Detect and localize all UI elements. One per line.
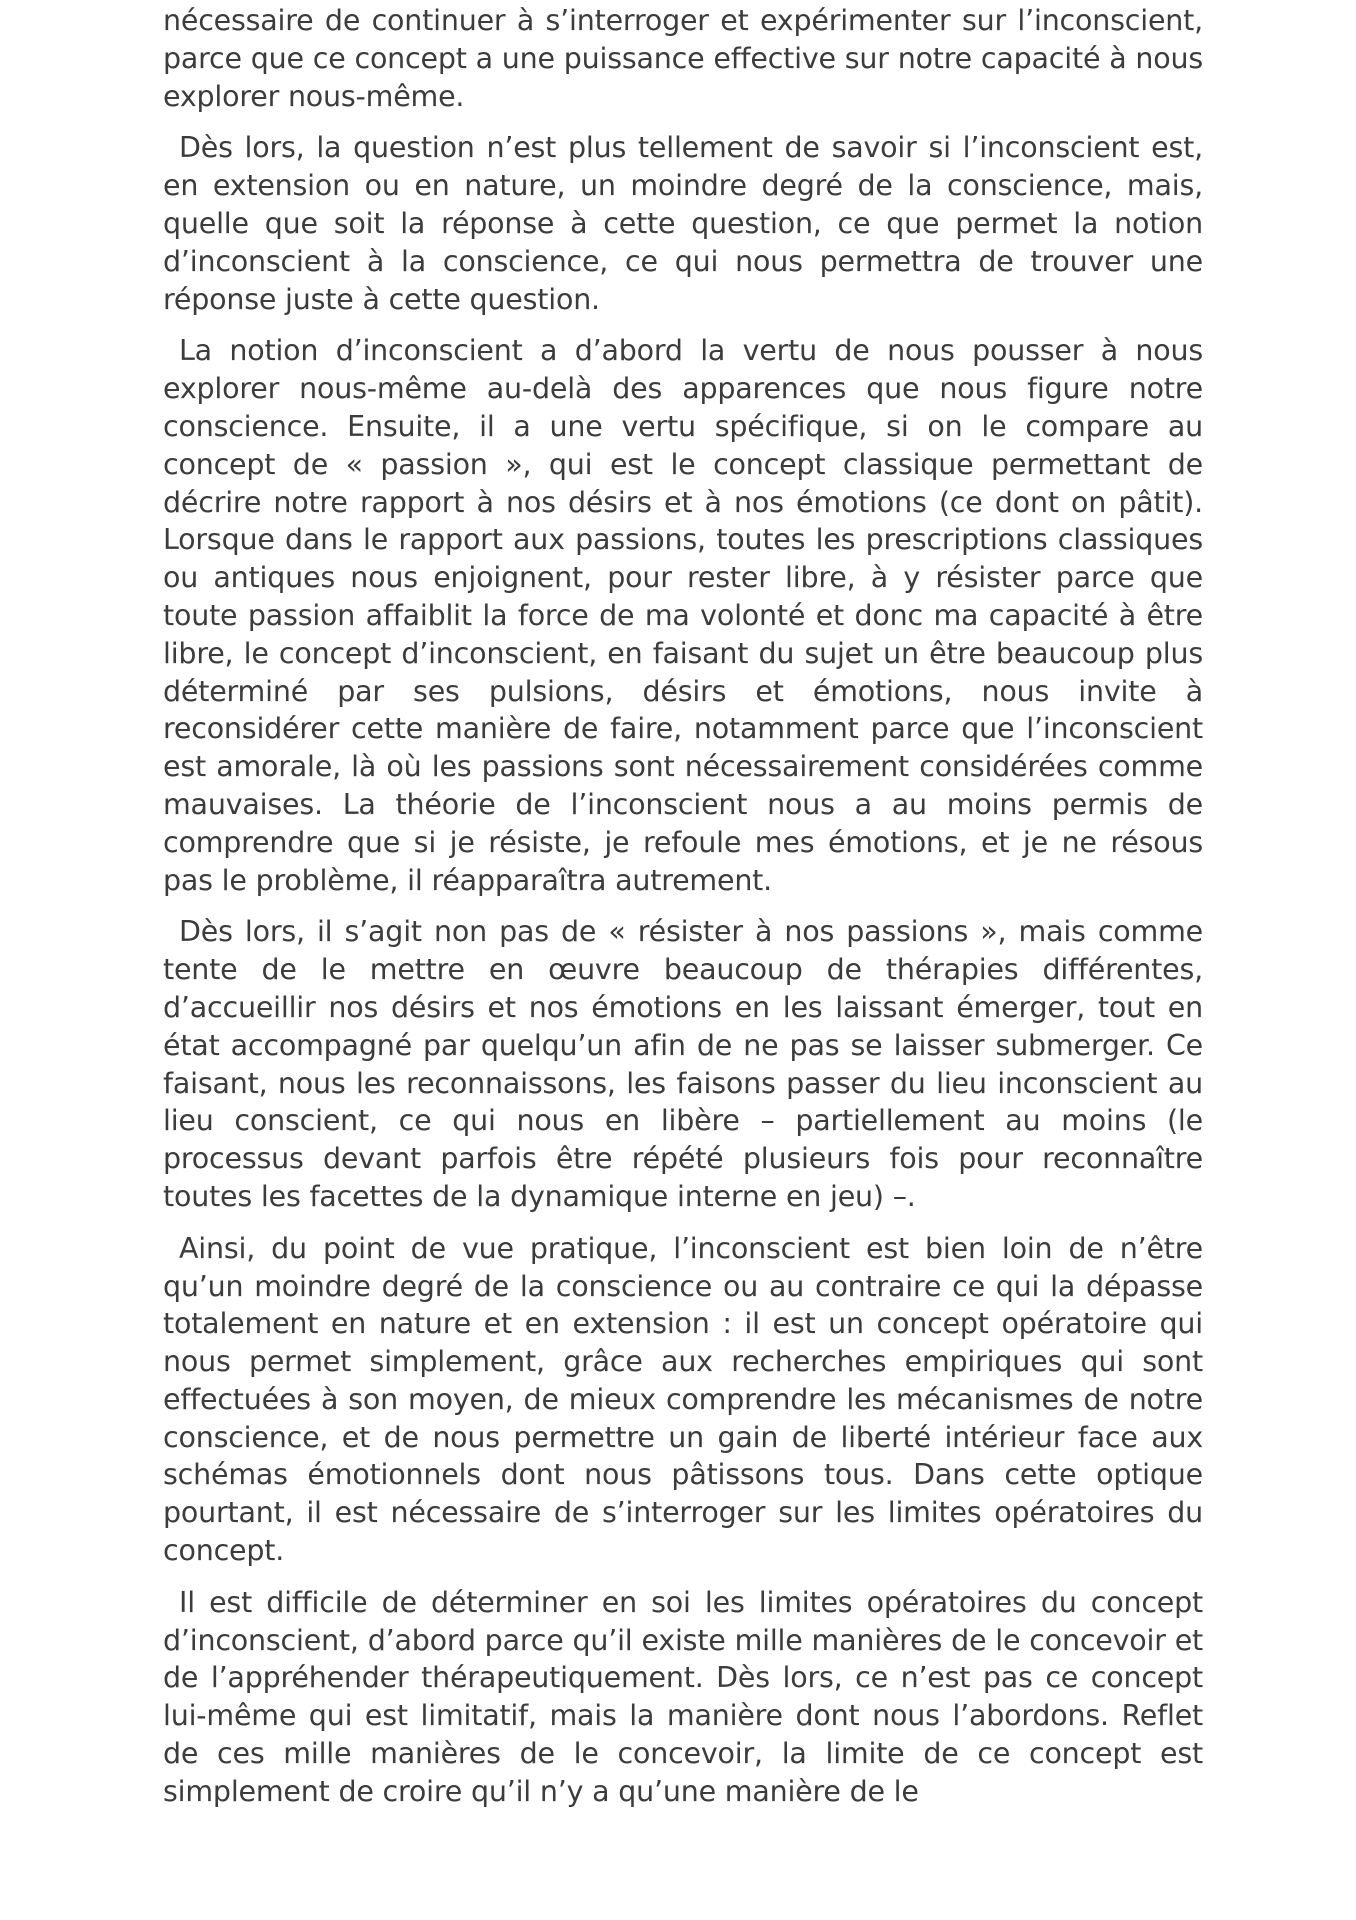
paragraph-continuation: nécessaire de continuer à s’interroger et expérimenter sur l’inconscient, parce que ce concept a une puissance effective sur notre capacité à nous explorer nous-même. (163, 4, 1203, 113)
paragraph-notion-inconscient: La notion d’inconscient a d’abord la vertu de nous pousser à nous explorer nous-même au-delà des apparences que nous figure notre conscience. Ensuite, il a une vertu spécifique, si on le compare au concept de « passion », qui est le concept classique permettant de décrire notre rapport à nos désirs et à nos émotions (ce dont on pâtit). Lorsque dans le rapport aux passions, toutes les prescriptions classiques ou antiques nous enjoignent, pour rester libre, à y résister parce que toute passion affaiblit la force de ma volonté et donc ma capacité à être libre, le concept d’inconscient, en faisant du sujet un être beaucoup plus déterminé par ses pulsions, désirs et émotions, nous invite à reconsidérer cette manière de faire, notamment parce que l’inconscient est amorale, là où les passions sont nécessairement considérées comme mauvaises. La théorie de l’inconscient nous a au moins permis de comprendre que si je résiste, je refoule mes émotions, et je ne résous pas le problème, il réapparaîtra autrement. (163, 334, 1203, 897)
paragraph-question: Dès lors, la question n’est plus tellement de savoir si l’inconscient est, en extension ou en nature, un moindre degré de la conscience, mais, quelle que soit la réponse à cette question, ce que permet la notion d’inconscient à la conscience, ce qui nous permettra de trouver une réponse juste à cette question. (163, 131, 1203, 316)
body-text (163, 2, 1203, 1811)
paragraph-point-de-vue-pratique: Ainsi, du point de vue pratique, l’inconscient est bien loin de n’être qu’un moindre degré de la conscience ou au contraire ce qui la dépasse totalement en nature et en extension : il est un concept opératoire qui nous permet simplement, grâce aux recherches empiriques qui sont effectuées à son moyen, de mieux comprendre les mécanismes de notre conscience, et de nous permettre un gain de liberté intérieur face aux schémas émotionnels dont nous pâtissons tous. Dans cette optique pourtant, il est nécessaire de s’interroger sur les limites opératoires du concept. (163, 1231, 1203, 1568)
paragraph-therapies: Dès lors, il s’agit non pas de « résister à nos passions », mais comme tente de le mettre en œuvre beaucoup de thérapies différentes, d’accueillir nos désirs et nos émotions en les laissant émerger, tout en état accompagné par quelqu’un afin de ne pas se laisser submerger. Ce faisant, nous les reconnaissons, les faisons passer du lieu inconscient au lieu conscient, ce qui nous en libère – partiellement au moins (le processus devant parfois être répété plusieurs fois pour reconnaître toutes les facettes de la dynamique interne en jeu) –. (163, 915, 1203, 1213)
paragraph-limites-operatoires: Il est difficile de déterminer en soi les limites opératoires du concept d’inconscient, d’abord parce qu’il existe mille manières de le concevoir et de l’appréhender thérapeutiquement. Dès lors, ce n’est pas ce concept lui-même qui est limitatif, mais la manière dont nous l’abordons. Reflet de ces mille manières de le concevoir, la limite de ce concept est simplement de croire qu’il n’y a qu’une manière de le (163, 1585, 1203, 1808)
